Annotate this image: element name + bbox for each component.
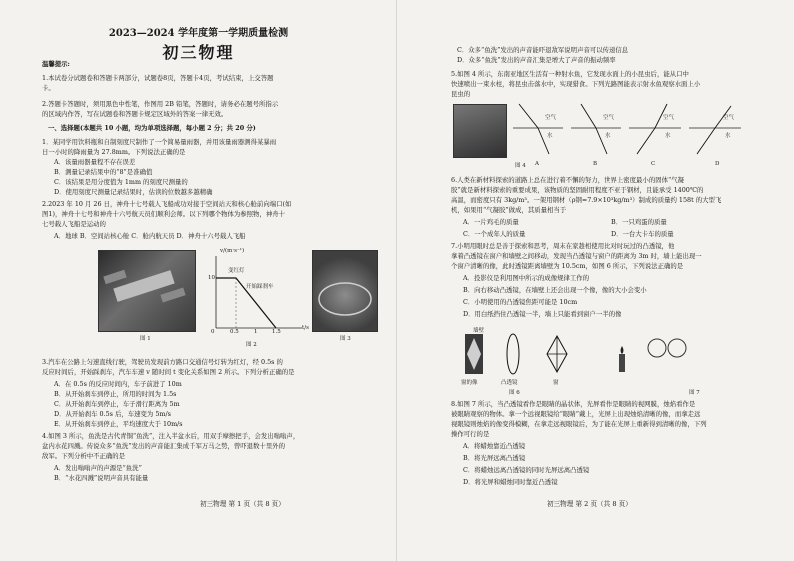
q5-stem-3: 昆虫的 (451, 90, 471, 98)
q7-option-d: D．用白纸挡住凸透镜一半，墙上只能看到窗户一半的像 (463, 310, 622, 318)
q6-stem: 6.人类在新材料探索的道路上总在进行着不懈的努力，世界上密度最小的固体“气凝 (451, 176, 685, 184)
q4-stem-3: 敌军。下列分析中不正确的是 (42, 452, 126, 460)
page-2-footer: 初三物理 第 2 页（共 8 页） (547, 500, 632, 508)
q8-stem: 8.如图 7 所示，当凸透镜看作是眼睛的晶状体，光屏看作是眼睛的视网膜，烛焰看作是 (451, 400, 696, 408)
exam-title: 2023—2024 学年度第一学期质量检测 (108, 28, 289, 39)
diagram-a-label: A (535, 161, 539, 167)
diagram-d-air: 空气 (723, 115, 735, 121)
q3-option-c: C．从开始刹车到停止，车子滑行距离为 5m (54, 400, 180, 408)
notice-item1-cont: 卡。 (42, 84, 55, 92)
page-1-footer: 初三物理 第 1 页（共 8 页） (200, 500, 285, 508)
q7-option-b: B．向右移动凸透镜，在墙壁上还会出现一个像，像的大小会变小 (463, 286, 647, 294)
q6-option-b: B．一只鸡蛋的质量 (611, 218, 667, 226)
q1-stem-2: 日一小时的降雨量为 27.8mm。下列说法正确的是 (42, 148, 186, 156)
q3-option-e: E．从开始刹车到停止，平均速度大于 10m/s (54, 420, 183, 428)
wall-label: 墙壁 (473, 328, 485, 334)
ray-diagram-a (513, 104, 563, 154)
q6-option-c: C．一个成年人的质量 (463, 230, 526, 238)
q7-stem-3: 个窗户清晰的像，此时透镜距离墙壁为 10.5cm，如图 6 所示，下列说法正确的是 (451, 262, 684, 270)
q1-option-d: D．使用刻度尺测量记录结果时，估读的位数越多越精确 (54, 188, 213, 196)
notice-heading: 温馨提示: (42, 60, 70, 68)
notice-item2-cont: 的区域内作答，写在试题卷和答题卡规定区域外的答案一律无效。 (42, 110, 228, 118)
tick-10: 10 (208, 275, 215, 281)
diagram-c-air: 空气 (663, 115, 675, 121)
tick-0-5: 0.5 (230, 329, 239, 335)
tick-1: 1 (254, 329, 258, 335)
spacecraft-icon (99, 251, 195, 331)
q1-stem: 1．某同学用饮料瓶和自制刻度尺制作了一个简易量雨器，并用该量雨器测得某暴雨 (42, 138, 277, 146)
axis-t-label: t/s (302, 325, 309, 331)
q6-stem-3: 高温，而密度只有 3kg/m³。一架用钢材（ρ钢=7.9×10³kg/m³）制成的质量约 158t 的大型飞 (451, 196, 722, 204)
diagram-d-label: D (715, 161, 720, 167)
q3-option-d: D．从开始刹车 0.5s 后，车速变为 5m/s (54, 410, 171, 418)
lens-label: 凸透镜 (501, 380, 518, 386)
diagram-a-air: 空气 (545, 115, 557, 121)
basin-icon (313, 251, 377, 331)
q8-option-c: C．将蜡烛远离凸透镜的同时光屏远离凸透镜 (463, 466, 590, 474)
candle-icon (619, 354, 625, 372)
q7-option-a: A．投影仪是利用图中所示的成像规律工作的 (463, 274, 590, 282)
section-1-heading: 一、选择题(本题共 10 小题，均为单项选择题，每小题 2 分；共 20 分) (48, 124, 256, 132)
figure-6-caption: 图 6 (509, 390, 520, 396)
figure-3-photo (312, 250, 378, 332)
q8-stem-4: 操作可行的是 (451, 430, 490, 438)
q2-stem-2: 图1)，神舟十七号和神舟十六号航天员们顺利会师。以下列哪个物体为参照物，神舟十 (42, 210, 286, 218)
q4-stem-2: 盆内水花四溅。传说众多“鱼洗”发出的声音能汇集成千军万马之势，曾吓退数十里外的 (42, 442, 285, 450)
diagram-b-air: 空气 (603, 115, 615, 121)
q4-option-a: A．发出嗡嗡声的声源是“鱼洗” (54, 464, 142, 472)
notice-item1: 1.本试卷分试题卷和答题卡两部分，试题卷8页，答题卡4页，考试结束，上交答题 (42, 74, 274, 82)
figure-2-caption: 图 2 (246, 342, 257, 348)
brake-note: 开始踩刹车 (246, 284, 274, 290)
ray-diagram-b (571, 104, 621, 154)
figure-4-caption: 图 4 (515, 163, 526, 169)
q5-stem: 5.如图 4 所示，东南亚地区生活有一种射水鱼，它发现水面上的小昆虫后，能从口中 (451, 70, 689, 78)
window-label: 窗 (553, 380, 559, 386)
q3-stem-2: 反应时间后，开始踩刹车，汽车车速 v 随时间 t 变化关系如图 2 所示。下列分析正确的是 (42, 368, 295, 376)
figure-1-photo (98, 250, 196, 332)
figure-4-photo (453, 104, 507, 158)
figure-2-vt-graph (198, 248, 308, 340)
ray-diagram-c (629, 104, 681, 154)
q8-stem-3: 视眼镜则烛焰的像变得模糊，在拿走远视眼镜后，为了能在光屏上重新得到清晰的像，下列 (451, 420, 707, 428)
q8-option-d: D．将光屏和蜡烛同时靠近凸透镜 (463, 478, 558, 486)
q8-stem-2: 被眼睛观察的物体。拿一个远视眼镜给“眼睛”戴上，光屏上出现烛焰清晰的像，而拿走远 (451, 410, 701, 418)
q2-options: A．地球 B．空间站核心舱 C．舱内航天员 D．神舟十六号载人飞船 (54, 232, 246, 240)
figure-7-caption: 图 7 (689, 390, 700, 396)
q2-stem: 2.2023 年 10 月 26 日，神舟十七号载人飞船成功对接于空间站天和核心舱前向端口(如 (42, 200, 292, 208)
ray-diagrams (505, 98, 745, 160)
q7-stem-2: 拿着凸透镜在窗户和墙壁之间移动，发现当凸透镜与窗户的距离为 3m 时，墙上能出现一 (451, 252, 702, 260)
q5-stem-2: 快速喷出一束水柱，将昆虫击落水中，实现猎食。下列光路图能表示射水鱼观察水面上小 (451, 80, 701, 88)
figure-3-caption: 图 3 (340, 336, 351, 342)
diagram-b-water: 水 (605, 133, 611, 139)
tick-0: 0 (211, 329, 215, 335)
q6-stem-2: 胶”就是新材料探索的重要成果，该物质的坚固耐用程度不亚于钢材，且能承受 1400℃的 (451, 186, 704, 194)
figure-6-wall (465, 334, 483, 374)
diagram-a-water: 水 (547, 133, 553, 139)
q1-option-b: B．测量记录结果中的“8”是准确值 (54, 168, 153, 176)
q7-option-c: C．小明使用的凸透镜焦距可能是 10cm (463, 298, 578, 306)
diagram-c-water: 水 (665, 133, 671, 139)
diagram-d-water: 水 (725, 133, 731, 139)
window-image-label: 窗的像 (461, 380, 478, 386)
q4-option-d: D．众多“鱼洗”发出的声音汇集是增大了声音的振动频率 (457, 56, 616, 64)
subject-title: 初三物理 (162, 43, 235, 62)
red-light-note: 变红灯 (228, 268, 245, 274)
notice-item2: 2.答题卡答题时，须用黑色中性笔，作图用 2B 铅笔，答题时，请务必在题号所指示 (42, 100, 279, 108)
q4-option-c: C．众多“鱼洗”发出的声音能吓退敌军说明声音可以传递信息 (457, 46, 629, 54)
diagram-c-label: C (651, 161, 656, 167)
q6-stem-4: 机，如果用“气凝胶”做成，其质量相当于 (451, 206, 567, 214)
q6-option-d: D．一台大卡车的质量 (611, 230, 674, 238)
figure-1-caption: 图 1 (140, 336, 151, 342)
q7-stem: 7.小明用眼时总是善于探索和思考，周末在家趁相使用比对时玩过的凸透镜，他 (451, 242, 675, 250)
window-icon (547, 336, 567, 372)
page-2 (397, 0, 794, 561)
glasses-icon (648, 339, 666, 357)
q1-option-a: A．该量雨器量程不存在误差 (54, 158, 136, 166)
q3-stem: 3.汽车在公路上匀速直线行驶，驾驶员发现前方路口交通信号灯转为红灯，经 0.5s 的 (42, 358, 283, 366)
axis-v-label: v/(m·s⁻¹) (220, 248, 245, 254)
convex-lens-icon (507, 334, 519, 374)
q3-option-b: B．从开始刹车到停止，所用的时间为 1.5s (54, 390, 177, 398)
q8-option-b: B．将光屏远离凸透镜 (463, 454, 526, 462)
tick-1-5: 1.5 (272, 329, 281, 335)
figures-6-7 (457, 320, 747, 382)
diagram-b-label: B (593, 161, 598, 167)
q8-option-a: A．将蜡烛靠近凸透镜 (463, 442, 526, 450)
q4-stem: 4.如图 3 所示，鱼洗是古代青铜“鱼洗”，注入半盆水后，用双手摩擦把手，会发出嗡嗡声， (42, 432, 300, 440)
q3-option-a: A．在 0.5s 的反应时间内，车子前进了 10m (54, 380, 182, 388)
figure-7-apparatus (619, 320, 705, 372)
q1-option-c: C．该结果是用分度值为 1mm 的刻度尺测量的 (54, 178, 188, 186)
q2-stem-3: 七号载人飞船是运动的 (42, 220, 106, 228)
q4-option-b: B．“水花四溅”说明声音具有能量 (54, 474, 149, 482)
q6-option-a: A．一片鸡毛的质量 (463, 218, 519, 226)
flame-icon (621, 346, 624, 354)
